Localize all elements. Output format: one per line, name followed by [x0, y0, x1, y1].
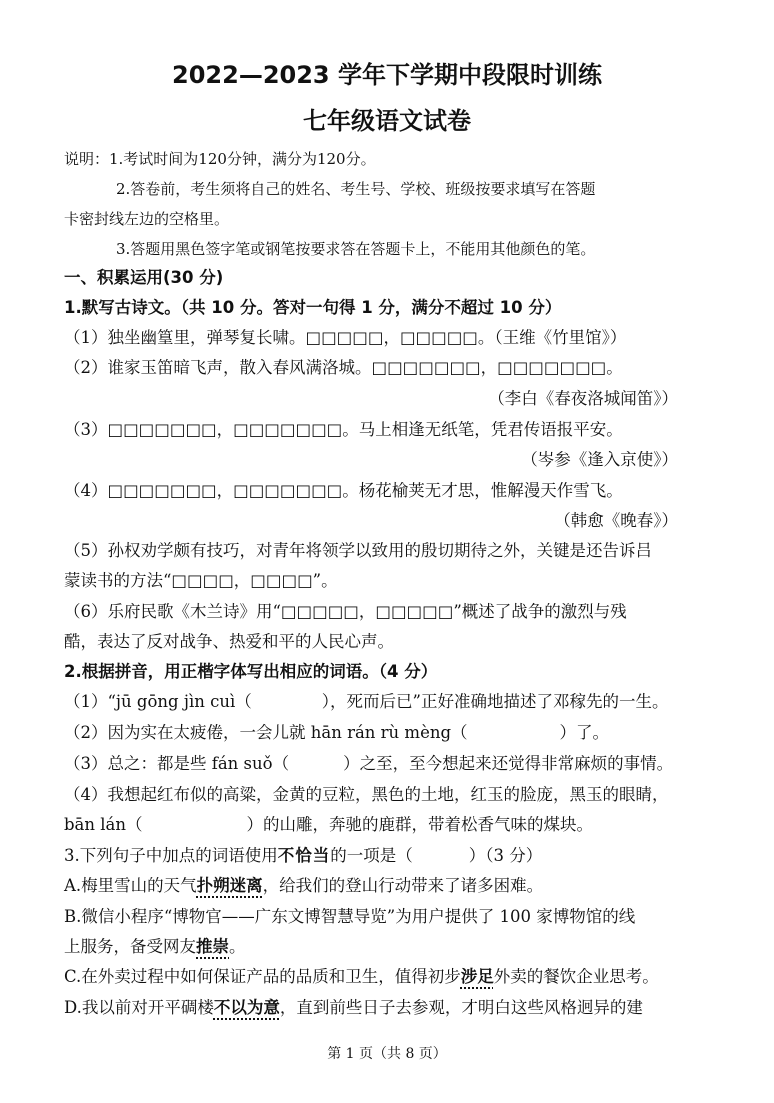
- question-2-heading: 2.根据拼音，用正楷字体写出相应的词语。（4 分）: [64, 662, 438, 681]
- q2-item-2-text-a: （2）因为实在太疲倦，一会儿就 hān rán rù mèng（: [64, 723, 468, 742]
- q3-option-b: B.微信小程序“博物官——广东文博智慧导览”为用户提供了 100 家博物馆的线: [64, 907, 636, 926]
- q2-item-1-text-b: ），死而后已”正好准确地描述了邓稼先的一生。: [321, 692, 669, 711]
- q3-stem-b: 的一项是（: [330, 846, 413, 865]
- q3-option-a: [64, 875, 543, 897]
- page-number: 第 1 页（共 8 页）: [327, 1046, 447, 1062]
- q3-option-d-text-b: ，直到前些日子去参观，才明白这些风格迥异的建: [279, 998, 643, 1017]
- q1-item-5-continued: 蒙读书的方法“□□□□，□□□□”。: [64, 571, 338, 590]
- q3-option-b-continued: [64, 936, 246, 958]
- q1-item-6-continued: 酷，表达了反对战争、热爱和平的人民心声。: [64, 632, 394, 651]
- instruction-line-1: 说明：1.考试时间为120分钟，满分为120分。: [64, 150, 376, 168]
- q3-option-d-marked-word: 不以为意: [213, 998, 280, 1017]
- q2-item-4: （4）我想起红布似的高粱，金黄的豆粒，黑色的土地，红玉的脸庞，黑玉的眼睛，: [64, 785, 669, 804]
- exam-title: 2022—2023 学年下学期中段限时训练: [172, 61, 602, 89]
- question-1-heading: 1.默写古诗文。（共 10 分。答对一句得 1 分，满分不超过 10 分）: [64, 298, 562, 317]
- q1-item-3: （3）□□□□□□□，□□□□□□□。马上相逢无纸笔，凭君传语报平安。: [64, 420, 623, 439]
- q3-stem-emphasis: 不恰当: [277, 846, 331, 865]
- q3-option-b-text-b: 上服务，备受网友: [64, 937, 196, 956]
- q2-item-4-text-b: ）的山雕，奔驰的鹿群，带着松香气味的煤块。: [246, 815, 594, 834]
- q2-item-3: [64, 753, 673, 775]
- question-3-stem: [64, 845, 542, 867]
- q2-item-3-text-b: ）之至，至今想起来还觉得非常麻烦的事情。: [343, 754, 674, 773]
- q3-option-c-text-a: C.在外卖过程中如何保证产品的品质和卫生，值得初步: [64, 967, 461, 986]
- q3-option-d: [64, 997, 643, 1019]
- q2-item-4-continued: [64, 814, 593, 836]
- instruction-line-2: 2.答卷前，考生须将自己的姓名、考生号、学校、班级按要求填写在答题: [116, 180, 596, 198]
- q3-option-d-text-a: D.我以前对开平碉楼: [64, 998, 214, 1017]
- q1-item-4-source: （韩愈《晚春》）: [554, 511, 678, 530]
- q3-option-c-text-b: 外卖的餐饮企业思考。: [493, 967, 659, 986]
- q1-item-2: （2）谁家玉笛暗飞声，散入春风满洛城。□□□□□□□，□□□□□□□。: [64, 358, 623, 377]
- q2-item-2: [64, 722, 609, 744]
- q2-item-1: [64, 691, 668, 713]
- q3-option-a-marked-word: 扑朔迷离: [196, 876, 263, 895]
- q3-option-b-marked-word: 推崇: [196, 937, 229, 956]
- instruction-line-2-continued: 卡密封线左边的空格里。: [64, 210, 230, 228]
- q3-option-b-text-c: 。: [229, 937, 246, 956]
- q1-item-5: （5）孙权劝学颇有技巧，对青年将领学以致用的殷切期待之外，关键是还告诉吕: [64, 541, 652, 560]
- q3-stem-a: 3.下列句子中加点的词语使用: [64, 846, 278, 865]
- q2-item-3-text-a: （3）总之：都是些 fán suǒ（: [64, 754, 290, 773]
- q2-item-4-text-a: bān lán（: [64, 815, 143, 834]
- q1-item-4: （4）□□□□□□□，□□□□□□□。杨花榆荚无才思，惟解漫天作雪飞。: [64, 481, 623, 500]
- q3-option-c: [64, 966, 659, 988]
- q1-item-3-source: （岑参《逢入京使》）: [521, 450, 678, 469]
- q3-stem-c: ）（3 分）: [468, 846, 543, 865]
- q2-item-1-text-a: （1）“jū gōng jìn cuì（: [64, 692, 252, 711]
- exam-subtitle: 七年级语文试卷: [303, 107, 471, 135]
- q1-item-2-source: （李白《春夜洛城闻笛》）: [488, 389, 678, 408]
- q1-item-6: （6）乐府民歌《木兰诗》用“□□□□□，□□□□□”概述了战争的激烈与残: [64, 602, 627, 621]
- q2-item-2-text-b: ）了。: [559, 723, 610, 742]
- q3-option-a-text-b: ，给我们的登山行动带来了诸多困难。: [262, 876, 544, 895]
- q3-option-a-text-a: A.梅里雪山的天气: [64, 876, 197, 895]
- section-1-heading: 一、积累运用(30 分): [64, 268, 224, 287]
- instruction-line-3: 3.答题用黑色签字笔或钢笔按要求答在答题卡上，不能用其他颜色的笔。: [116, 240, 596, 258]
- q3-option-c-marked-word: 涉足: [460, 967, 494, 986]
- q1-item-1: （1）独坐幽篁里，弹琴复长啸。□□□□□，□□□□□。（王维《竹里馆》）: [64, 328, 627, 347]
